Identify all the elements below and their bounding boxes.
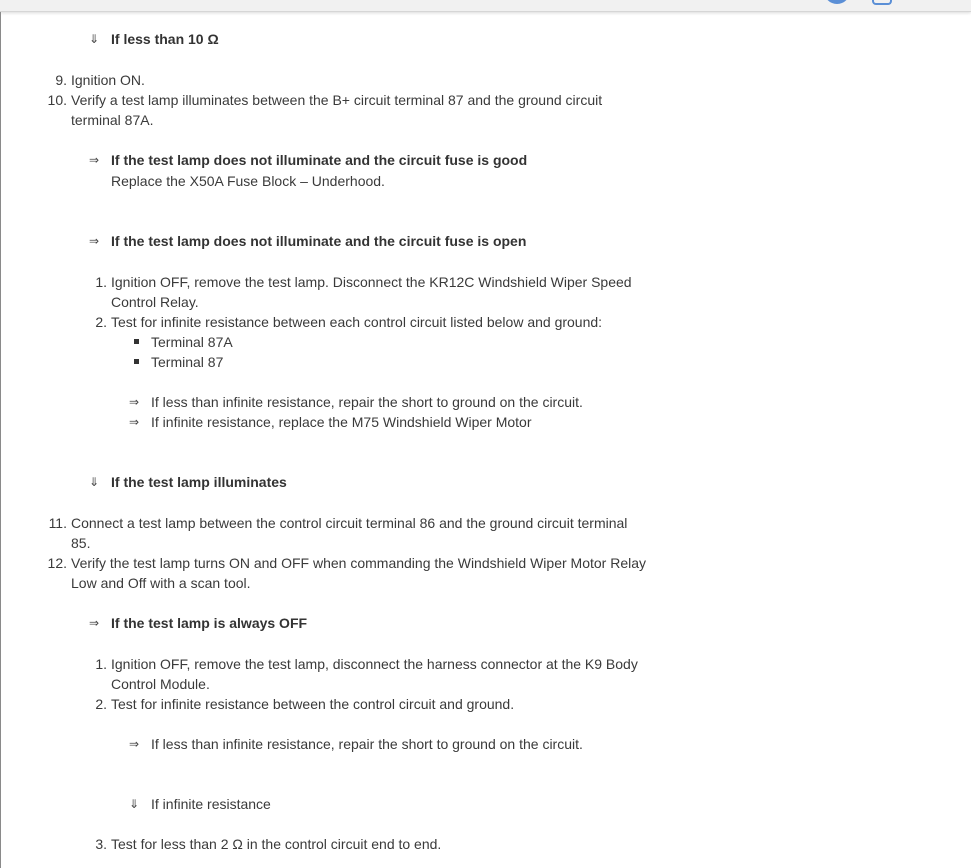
substep-text: Ignition OFF, remove the test lamp, disconnect the harness connector at the K9 Body xyxy=(111,656,638,672)
right-arrow-icon: ⇒ xyxy=(89,616,100,630)
result-action: Replace the X50A Fuse Block – Underhood. xyxy=(111,173,385,189)
down-arrow-icon: ⇓ xyxy=(129,797,140,811)
result-text: If less than infinite resistance, repair the short to ground on the circuit. xyxy=(151,394,583,410)
step-number: 10. xyxy=(47,92,67,108)
bullet-icon xyxy=(134,359,139,364)
result-text: If infinite resistance xyxy=(151,796,271,812)
step-text: Low and Off with a scan tool. xyxy=(71,575,251,591)
left-border xyxy=(0,12,1,868)
step-number: 11. xyxy=(48,515,67,531)
list-item: Terminal 87 xyxy=(151,354,224,370)
list-item: Terminal 87A xyxy=(151,334,233,350)
down-arrow-icon: ⇓ xyxy=(89,475,100,489)
right-arrow-icon: ⇒ xyxy=(129,737,140,751)
result-heading: If the test lamp is always OFF xyxy=(111,615,308,631)
top-toolbar xyxy=(0,0,971,12)
substep-text: Ignition OFF, remove the test lamp. Disconnect the KR12C Windshield Wiper Speed xyxy=(111,274,632,290)
step-text: terminal 87A. xyxy=(71,112,154,128)
step-number: 9. xyxy=(55,72,67,88)
down-arrow-icon: ⇓ xyxy=(89,32,100,46)
substep-text: Test for less than 2 Ω in the control circuit end to end. xyxy=(111,836,442,852)
step-text: Ignition ON. xyxy=(71,72,145,88)
substep-text: Test for infinite resistance between the control circuit and ground. xyxy=(111,696,515,712)
substep-text: Test for infinite resistance between each control circuit listed below and ground: xyxy=(111,314,603,330)
substep-text: Control Module. xyxy=(111,676,210,692)
result-heading: If the test lamp does not illuminate and the circuit fuse is open xyxy=(111,233,527,249)
right-arrow-icon: ⇒ xyxy=(89,234,100,248)
result-heading: If less than 10 Ω xyxy=(111,31,219,47)
right-arrow-icon: ⇒ xyxy=(89,153,100,167)
result-heading: If the test lamp does not illuminate and the circuit fuse is good xyxy=(111,152,528,168)
step-text: Connect a test lamp between the control circuit terminal 86 and the ground circuit terminal xyxy=(71,515,628,531)
step-text: Verify the test lamp turns ON and OFF when commanding the Windshield Wiper Motor Relay xyxy=(71,555,647,571)
substep-text: Control Relay. xyxy=(111,294,199,310)
result-heading: If the test lamp illuminates xyxy=(111,474,287,490)
step-text: Verify a test lamp illuminates between the B+ circuit terminal 87 and the ground circuit xyxy=(71,92,603,108)
chat-icon[interactable] xyxy=(872,0,892,5)
result-text: If less than infinite resistance, repair the short to ground on the circuit. xyxy=(151,736,583,752)
right-arrow-icon: ⇒ xyxy=(129,395,140,409)
substep-number: 2. xyxy=(95,696,107,712)
user-avatar-icon[interactable] xyxy=(824,0,850,4)
result-text: If infinite resistance, replace the M75 Windshield Wiper Motor xyxy=(151,414,532,430)
substep-number: 3. xyxy=(95,836,107,852)
substep-number: 2. xyxy=(95,314,107,330)
right-arrow-icon: ⇒ xyxy=(129,415,140,429)
substep-number: 1. xyxy=(95,274,107,290)
bullet-icon xyxy=(134,339,139,344)
substep-number: 1. xyxy=(95,656,107,672)
step-number: 12. xyxy=(47,555,67,571)
step-text: 85. xyxy=(71,535,91,551)
